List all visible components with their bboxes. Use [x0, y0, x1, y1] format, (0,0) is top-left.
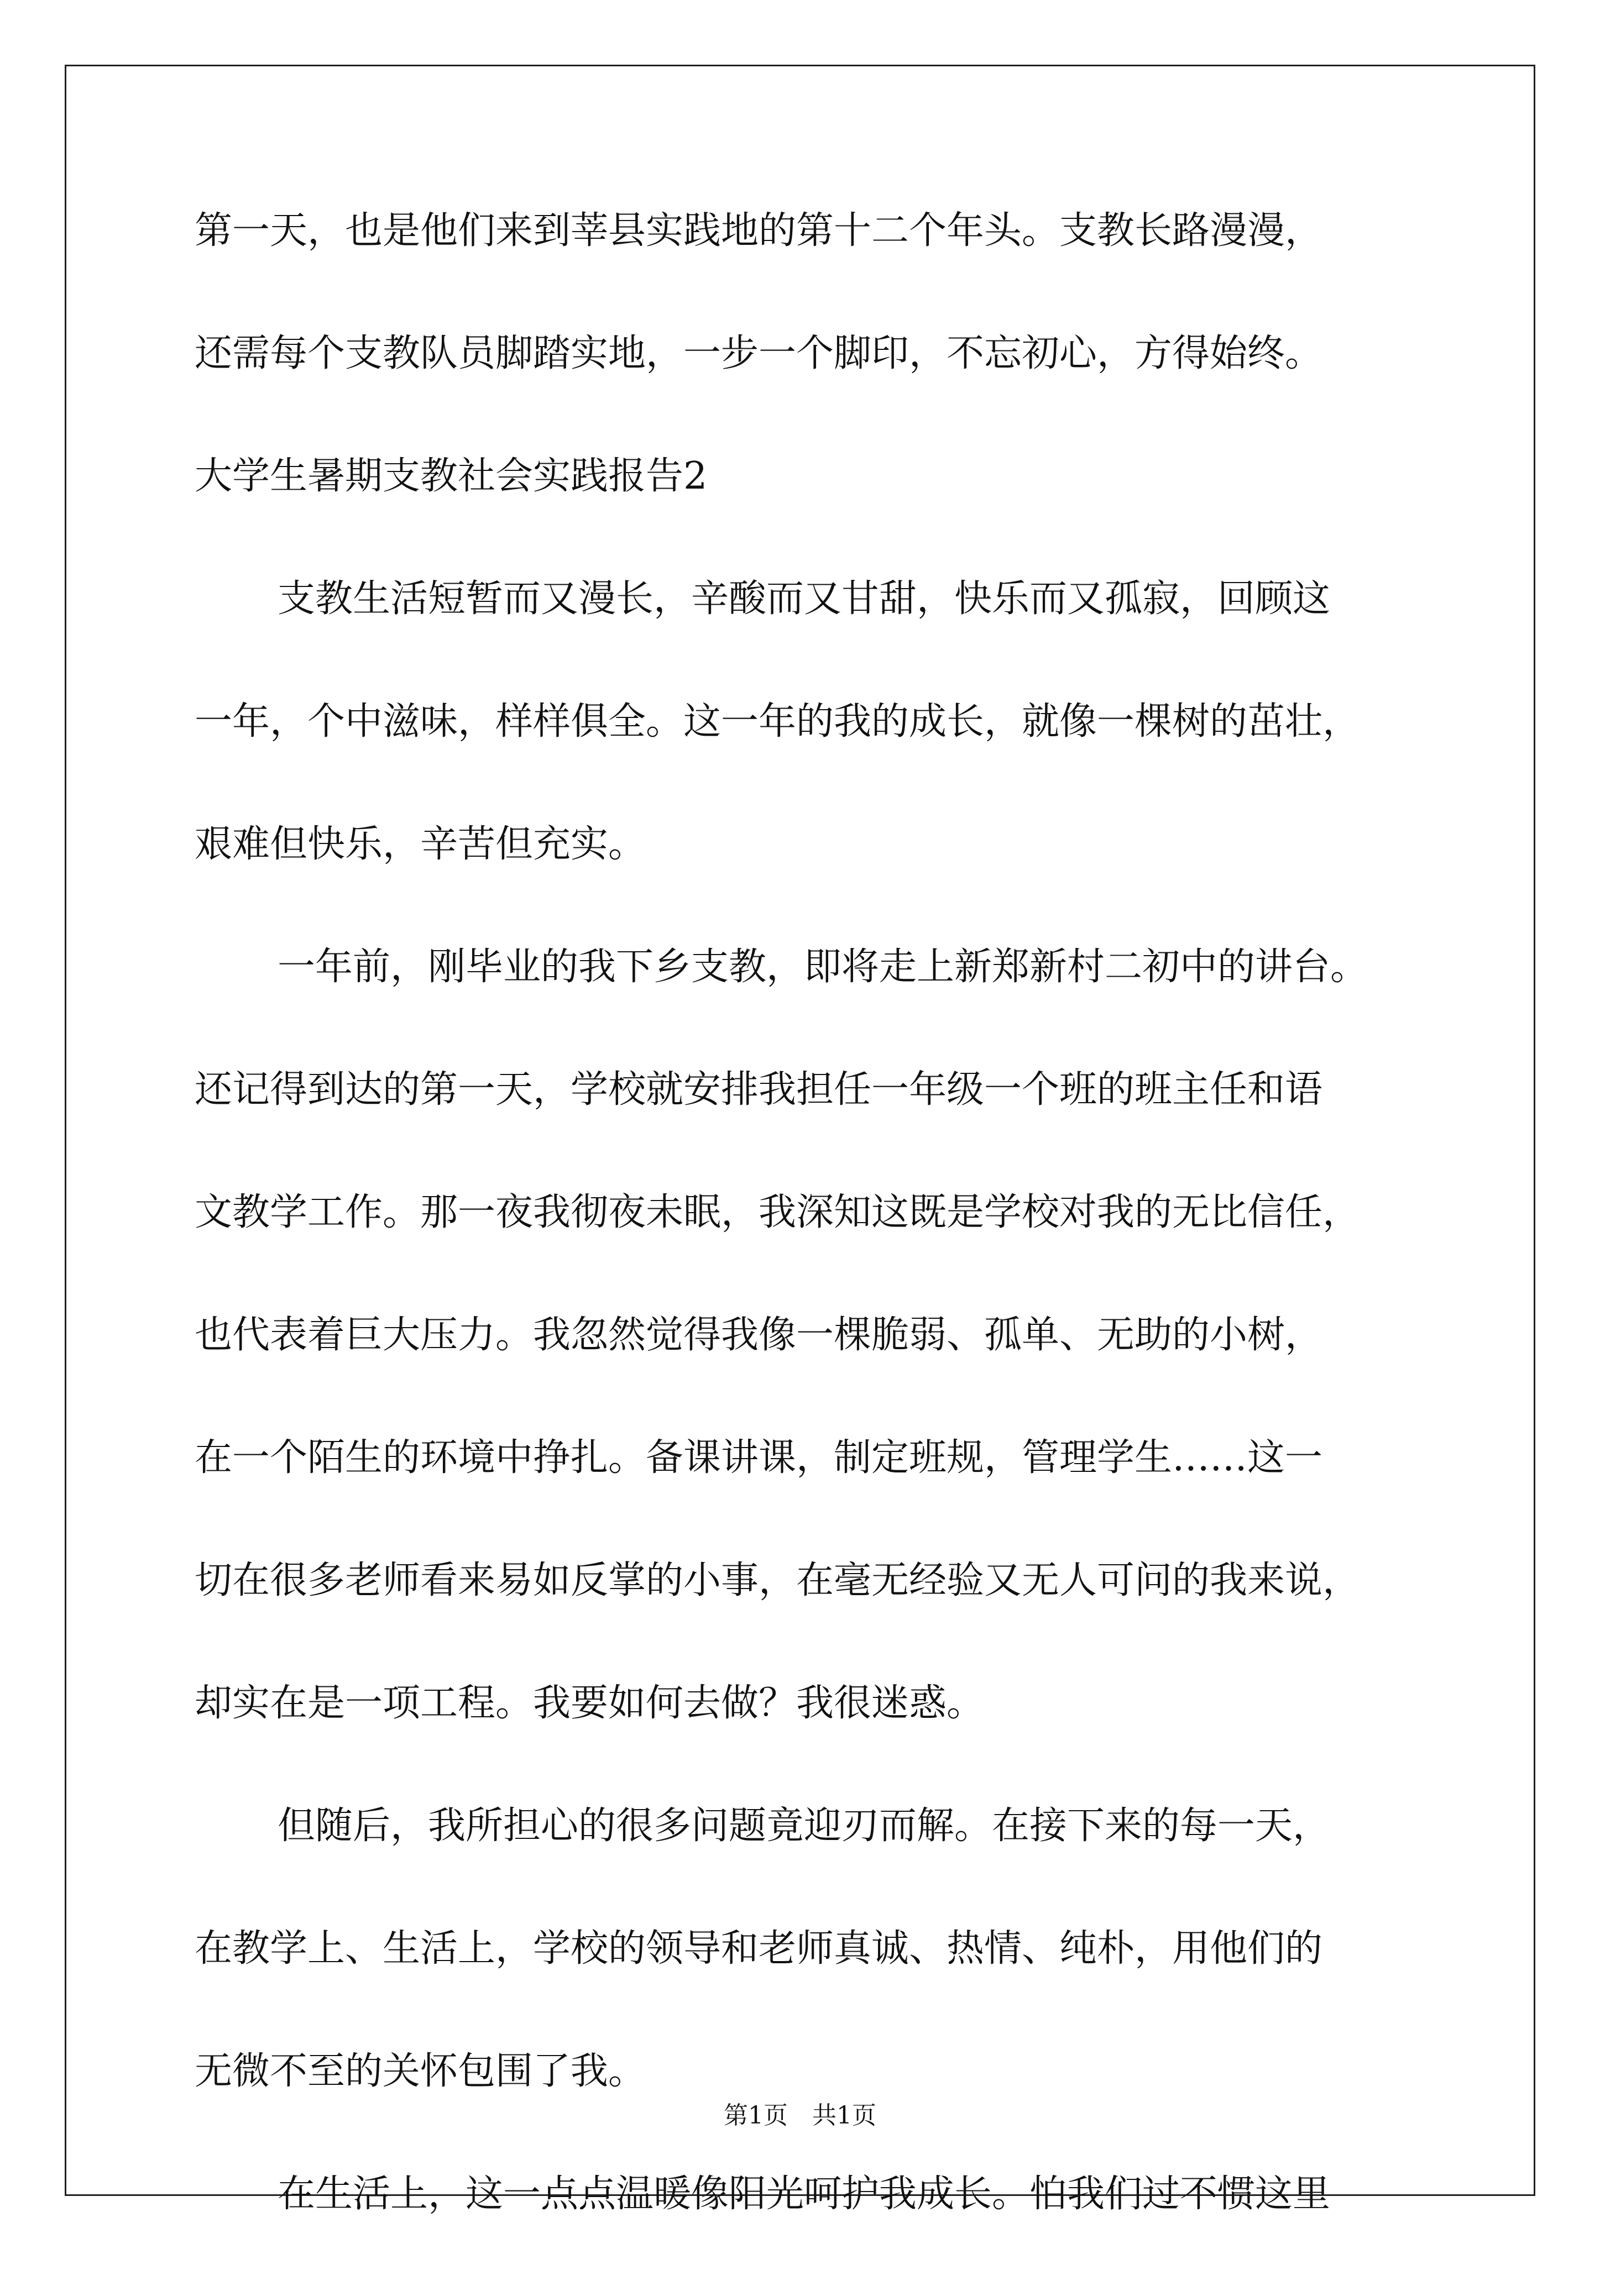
text-line: 第一天，也是他们来到莘县实践地的第十二个年头。支教长路漫漫， [195, 209, 1323, 253]
text-line: 在教学上、生活上，学校的领导和老师真诚、热情、纯朴，用他们的 [195, 1927, 1323, 1970]
text-line: 还需每个支教队员脚踏实地，一步一个脚印，不忘初心，方得始终。 [195, 332, 1323, 375]
page-footer [0, 2102, 1600, 2130]
text-line: 还记得到达的第一天，学校就安排我担任一年级一个班的班主任和语 [195, 1068, 1323, 1112]
text-line: 艰难但快乐，辛苦但充实。 [195, 822, 646, 866]
text-line: 在生活上，这一点点温暖像阳光呵护我成长。怕我们过不惯这里 [278, 2172, 1331, 2216]
text-line: 但随后，我所担心的很多问题竟迎刃而解。在接下来的每一天， [278, 1804, 1331, 1848]
text-line: 在一个陌生的环境中挣扎。备课讲课，制定班规，管理学生……这一 [195, 1436, 1323, 1480]
text-line: 也代表着巨大压力。我忽然觉得我像一棵脆弱、孤单、无助的小树， [195, 1313, 1323, 1357]
text-line: 文教学工作。那一夜我彻夜未眠，我深知这既是学校对我的无比信任， [195, 1191, 1361, 1234]
text-line: 一年，个中滋味，样样俱全。这一年的我的成长，就像一棵树的茁壮， [195, 700, 1361, 743]
page-number-label: 第1页 共1页 [724, 2101, 876, 2130]
document-body [195, 210, 1439, 2296]
text-line: 无微不至的关怀包围了我。 [195, 2049, 646, 2093]
text-line: 却实在是一项工程。我要如何去做？我很迷惑。 [195, 1681, 985, 1725]
text-line: 一年前，刚毕业的我下乡支教，即将走上新郑新村二初中的讲台。 [278, 945, 1368, 989]
section-heading: 大学生暑期支教社会实践报告2 [195, 454, 708, 498]
text-line: 切在很多老师看来易如反掌的小事，在毫无经验又无人可问的我来说， [195, 1559, 1361, 1602]
text-line: 支教生活短暂而又漫长，辛酸而又甘甜，快乐而又孤寂，回顾这 [278, 577, 1331, 621]
